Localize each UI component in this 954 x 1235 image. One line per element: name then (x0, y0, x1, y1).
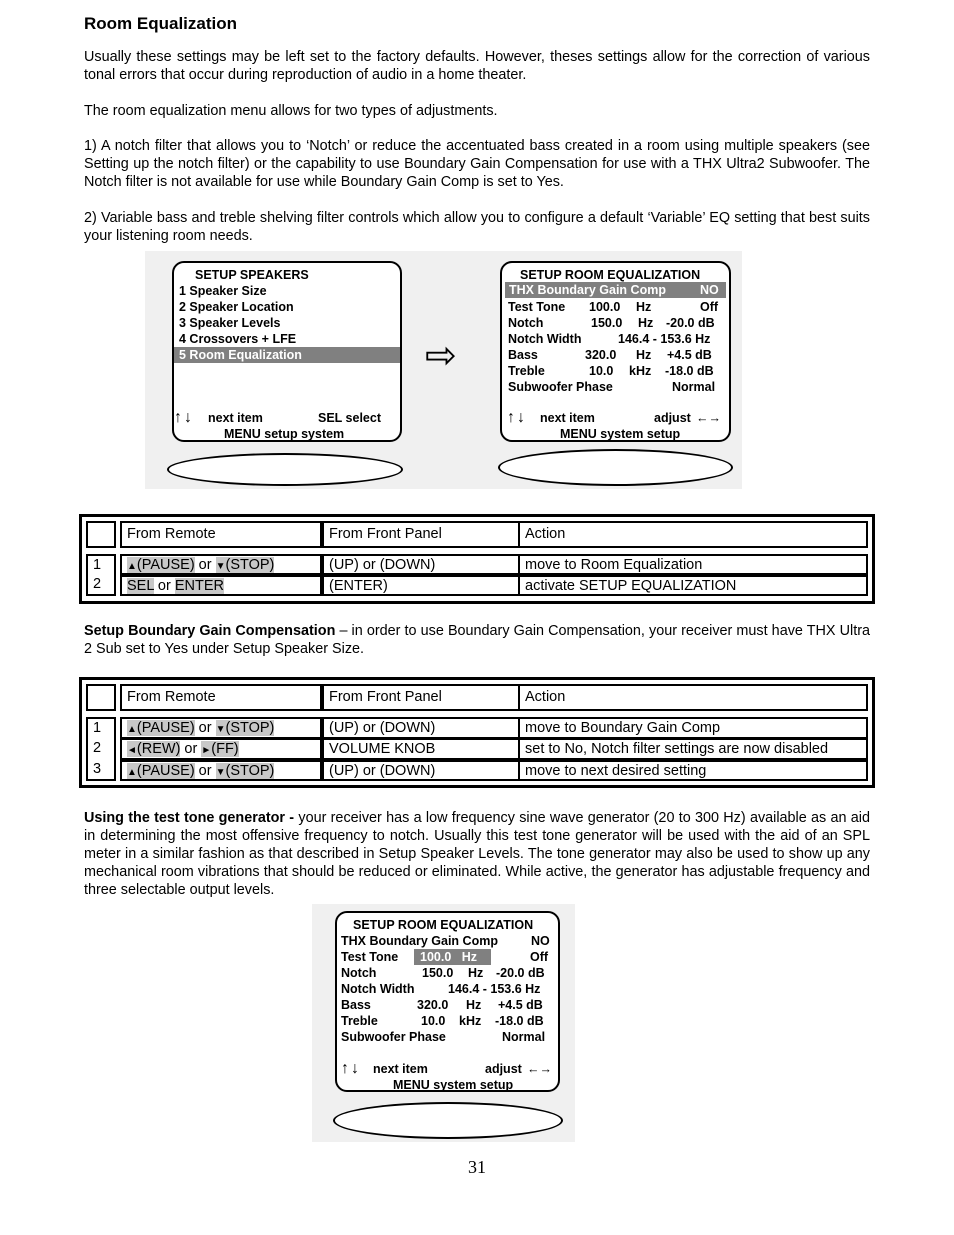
table-cell-panel: (UP) or (DOWN) (322, 760, 520, 781)
boundary-gain-steps-table (79, 677, 875, 788)
eq-row-notch: Notch 150.0 Hz -20.0 dB (508, 316, 715, 330)
screen-footer: MENU setup system (224, 427, 345, 441)
screen-title: SETUP SPEAKERS (195, 268, 309, 282)
header-number-cell (86, 684, 116, 711)
setup-speakers-screen (172, 261, 402, 442)
table-cell-action: move to next desired setting (518, 760, 868, 781)
nav-row (337, 1061, 558, 1077)
screen-base (167, 453, 403, 486)
eq-row-test-tone: Test Tone 100.0 Hz Off (341, 950, 549, 964)
test-tone-figure (312, 904, 575, 1142)
table-cell-action: set to No, Notch filter settings are now disabled (518, 738, 868, 760)
header-number-cell (86, 521, 116, 548)
setup-room-eq-screen (500, 261, 731, 442)
header-from-front-panel: From Front Panel (322, 521, 520, 548)
screen-footer: MENU system setup (393, 1078, 514, 1092)
adjust-label: adjust (654, 411, 691, 425)
setup-room-eq-screen (335, 911, 560, 1092)
select-label: SEL select (318, 411, 382, 425)
eq-row-bass: Bass 320.0 Hz +4.5 dB (508, 348, 712, 362)
intro-paragraph: Usually these settings may be left set to the factory defaults. However, theses settings allow for the correction of various tonal errors that occur during reproduction of audio in a home theater. (84, 49, 870, 83)
eq-row-bass: Bass 320.0 Hz +4.5 dB (341, 998, 543, 1012)
eq-row-treble: Treble 10.0 kHz -18.0 dB (508, 364, 714, 378)
menu-types-paragraph: The room equalization menu allows for two types of adjustments. (84, 103, 498, 119)
screen-base (333, 1102, 563, 1139)
screen-footer: MENU system setup (560, 427, 681, 441)
page-heading: Room Equalization (84, 14, 237, 33)
menu-item-room-equalization: 5 Room Equalization (174, 347, 400, 363)
table-cell-action: move to Boundary Gain Comp (518, 717, 868, 739)
shelving-filter-paragraph: 2) Variable bass and treble shelving filter controls which allow you to configure a default ‘Variable’ EQ setting that best suits your listening room needs. (84, 210, 870, 244)
table-cell-panel: (UP) or (DOWN) (322, 554, 520, 575)
eq-row-test-tone: Test Tone 100.0 Hz Off (508, 300, 719, 314)
eq-row-notch: Notch 150.0 Hz -20.0 dB (341, 966, 545, 980)
menu-item-crossovers: 4 Crossovers + LFE (179, 332, 297, 346)
test-tone-frequency-selected: 100.0 Hz (414, 949, 491, 965)
menu-item-speaker-location: 2 Speaker Location (179, 300, 294, 314)
left-right-arrows-icon: ←→ (527, 1062, 552, 1076)
header-action: Action (518, 521, 868, 548)
eq-row-subwoofer-phase: Subwoofer Phase Normal (508, 380, 716, 394)
next-item-label: next item (540, 411, 595, 425)
screen-title: SETUP ROOM EQUALIZATION (520, 268, 701, 282)
eq-row-notch-width: Notch Width 146.4 - 153.6 Hz (508, 332, 711, 346)
table-row: SEL or ENTER (120, 575, 322, 596)
nav-row (502, 410, 729, 426)
up-down-arrows-icon: ↑↓ (341, 1060, 361, 1077)
screen-base (498, 449, 733, 486)
row-number-cell: 1 2 (86, 554, 116, 596)
table-cell-panel: (ENTER) (322, 575, 520, 596)
left-right-arrows-icon: ←→ (696, 411, 721, 425)
eq-row-boundary-gain: THX Boundary Gain Comp NO (505, 282, 726, 298)
header-from-front-panel: From Front Panel (322, 684, 520, 711)
menu-flow-figure (145, 251, 742, 489)
nav-row (174, 410, 400, 426)
screen-title: SETUP ROOM EQUALIZATION (353, 918, 534, 932)
table-row: ◄(REW) or ►(FF) (120, 738, 322, 760)
menu-item-speaker-size: 1 Speaker Size (179, 284, 267, 298)
adjust-label: adjust (485, 1062, 522, 1076)
table-cell-action: move to Room Equalization (518, 554, 868, 575)
table-cell-panel: VOLUME KNOB (322, 738, 520, 760)
page-number: 31 (468, 1157, 486, 1177)
next-item-label: next item (208, 411, 263, 425)
table-cell-panel: (UP) or (DOWN) (322, 717, 520, 739)
up-down-arrows-icon: ↑↓ (174, 409, 194, 426)
next-item-label: next item (373, 1062, 428, 1076)
menu-item-speaker-levels: 3 Speaker Levels (179, 316, 281, 330)
table-row: ▲(PAUSE) or ▼(STOP) (120, 554, 322, 575)
eq-row-subwoofer-phase: Subwoofer Phase Normal (341, 1030, 546, 1044)
table-cell-action: activate SETUP EQUALIZATION (518, 575, 868, 596)
header-from-remote: From Remote (120, 684, 322, 711)
flow-arrow-icon: ⇨ (425, 335, 457, 377)
eq-row-notch-width: Notch Width 146.4 - 153.6 Hz (341, 982, 541, 996)
up-down-arrows-icon: ↑↓ (507, 409, 527, 426)
boundary-gain-paragraph: Setup Boundary Gain Compensation – in order to use Boundary Gain Compensation, your receiver must have THX Ultra 2 Sub set to Yes under Setup Speaker Size. (84, 623, 870, 657)
notch-filter-paragraph: 1) A notch filter that allows you to ‘Notch’ or reduce the accentuated bass created in a room using multiple speakers (see Setting up the notch filter) or the capability to use Boundary Gain Compensation for use with a THX Ultra2 Subwoofer. The Notch filter is not available for use while Boundary Gain Comp is set to Yes. (84, 138, 870, 190)
eq-row-treble: Treble 10.0 kHz -18.0 dB (341, 1014, 544, 1028)
row-number-cell: 1 2 3 (86, 717, 116, 781)
eq-row-boundary-gain: THX Boundary Gain Comp NO (341, 934, 550, 948)
table-row: ▲(PAUSE) or ▼(STOP) (120, 717, 322, 739)
test-tone-paragraph: Using the test tone generator - your receiver has a low frequency sine wave generator (20 to 300 Hz) available as an aid in determining the most offensive frequency to notch. Usually this test tone generator will be used with the aid of an SPL meter in a similar fashion as that described in Setup Speaker Levels. The tone generator may also be used to show up any mechanical room vibrations that should be reduced or eliminated. While active, the generator has adjustable frequency and three selectable output levels. (84, 810, 870, 898)
table-row: ▲(PAUSE) or ▼(STOP) (120, 760, 322, 781)
header-from-remote: From Remote (120, 521, 322, 548)
header-action: Action (518, 684, 868, 711)
room-eq-steps-table (79, 514, 875, 604)
